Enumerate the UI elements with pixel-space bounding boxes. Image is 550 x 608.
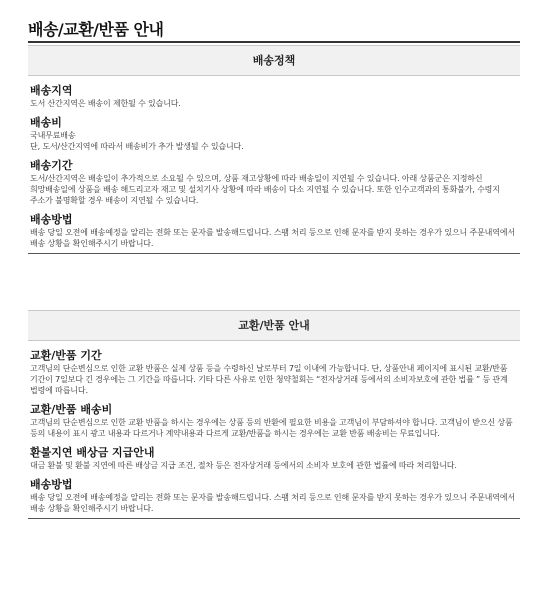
- item-text: 고객님의 단순변심으로 인한 교환 반품은 실제 상품 등을 수령하신 날로부터 7일 이내에 가능합니다. 단, 상품안내 페이지에 표시된 교환/반품 기간이 7일보다 긴 경우에는 그 기간을 따릅니다. 기타 다른 사유로 인한 청약철회는 “전자상거래 등에서의 소비자보호에 관한 법률 ” 등 관계 법령에 따릅니다.: [30, 364, 508, 395]
- info-item-return-fee: [28, 396, 520, 439]
- info-item-shipping-area: [28, 76, 520, 109]
- shipping-policy-section: [28, 45, 520, 254]
- section-header: 교환/반품 안내: [28, 310, 520, 341]
- item-title: 배송기간: [30, 159, 73, 172]
- item-text: 단, 도서/산간지역에 따라서 배송비가 추가 발생될 수 있습니다.: [30, 142, 244, 151]
- item-title: 환불지연 배상금 지급안내: [30, 446, 155, 459]
- item-title: 배송방법: [30, 213, 73, 226]
- info-item-shipping-method: [28, 206, 520, 254]
- item-title: 교환/반품 배송비: [30, 403, 113, 416]
- item-text: 배송 당일 오전에 배송예정을 알리는 전화 또는 문자를 발송해드립니다. 스팸 처리 등으로 인해 문자를 받지 못하는 경우가 있으니 주문내역에서 배송 상황을 확인해주시기 바랍니다.: [30, 493, 515, 513]
- item-text: 고객님의 단순변심으로 인한 교환 반품을 하시는 경우에는 상품 등의 반환에 필요한 비용을 고객님이 부담하셔야 합니다. 고객님이 받으신 상품 등의 내용이 표시 광고 내용과 다르거나 계약내용과 다르게 교환/반품을 하시는 경우에는 교환 반품 배송비는 무료입니다.: [30, 418, 513, 438]
- info-item-shipping-period: [28, 152, 520, 206]
- item-title: 배송지역: [30, 84, 73, 97]
- info-item-return-period: [28, 341, 520, 396]
- info-item-delivery-method: [28, 471, 520, 519]
- item-text: 배송 당일 오전에 배송예정을 알리는 전화 또는 문자를 발송해드립니다. 스팸 처리 등으로 인해 문자를 받지 못하는 경우가 있으니 주문내역에서 배송 상황을 확인해주시기 바랍니다.: [30, 228, 515, 248]
- section-header: 배송정책: [28, 45, 520, 76]
- item-text: 도서/산간지역은 배송일이 추가적으로 소요될 수 있으며, 상품 재고상황에 따라 배송일이 지연될 수 있습니다. 아래 상품군은 지정하신 희망배송일에 상품을 배송 해드리고자 재고 및 설치기사 상황에 따라 배송이 다소 지연될 수 있습니다. 또한 인수고객과의 통화불가, 수령지 주소가 불명확할 경우 배송이 지연될 수 있습니다.: [30, 174, 500, 205]
- info-item-shipping-fee: [28, 109, 520, 152]
- item-title: 배송방법: [30, 478, 73, 491]
- item-title: 배송비: [30, 116, 62, 129]
- item-text: 국내무료배송: [30, 131, 76, 140]
- item-text: 도서 산간지역은 배송이 제한될 수 있습니다.: [30, 99, 181, 108]
- exchange-return-section: [28, 310, 520, 519]
- page-title: 배송/교환/반품 안내: [28, 20, 164, 39]
- info-item-refund-delay: [28, 439, 520, 471]
- item-text: 대금 환불 및 환불 지연에 따른 배상금 지급 조건, 절차 등은 전자상거래 등에서의 소비자 보호에 관한 법률에 따라 처리합니다.: [30, 461, 457, 470]
- item-title: 교환/반품 기간: [30, 349, 102, 362]
- title-divider: [28, 41, 520, 43]
